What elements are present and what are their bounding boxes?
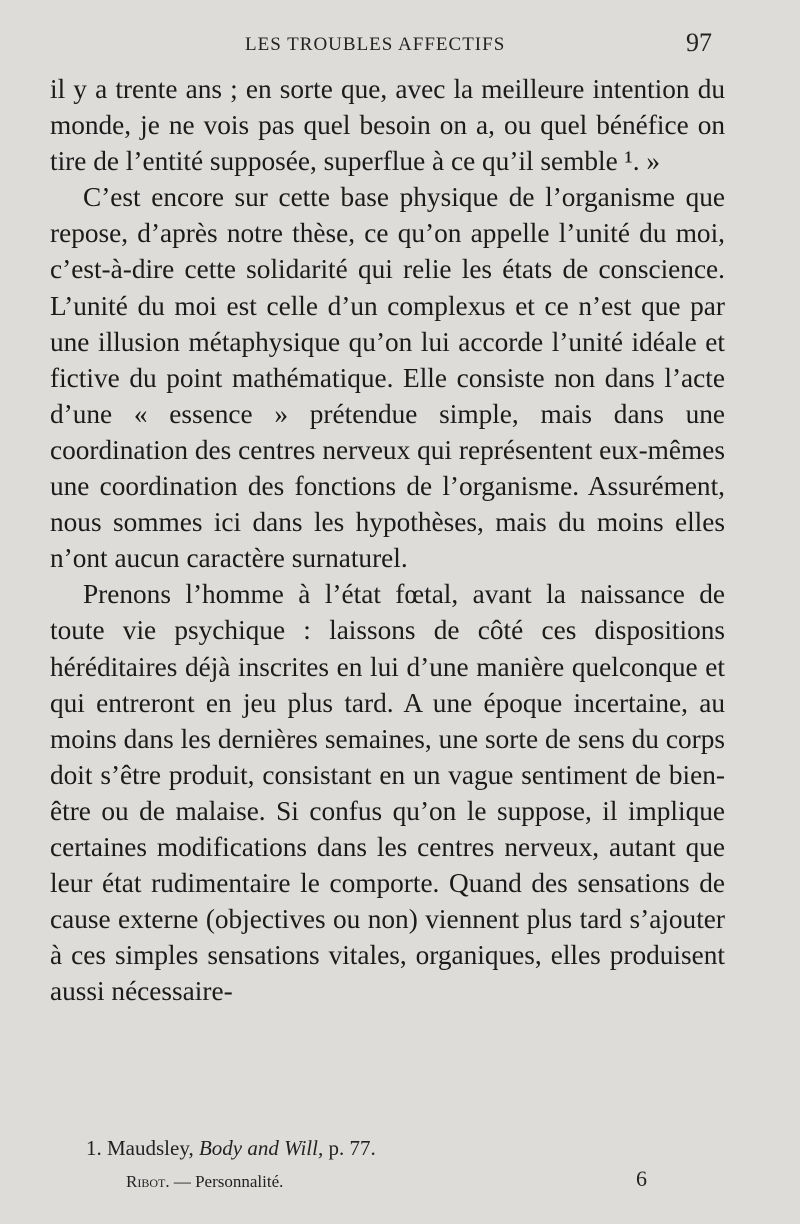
signature-separator: — bbox=[169, 1172, 196, 1191]
footnote-author: Maudsley, bbox=[107, 1136, 199, 1160]
paragraph-3: Prenons l’homme à l’état fœtal, avant la naissance de toute vie psychique : laissons de côté ces dispositions héréditaires déjà inscrites en lui d’une manière quelconque et qui entreront en jeu plus tard. A une époque incertaine, au moins dans les dernières semaines, une sorte de sens du corps doit s’être produit, consistant en un vague sentiment de bien-être ou de malaise. Si confus qu’on le suppose, il implique certaines modifications dans les centres nerveux, autant que leur état rudimentaire le comporte. Quand des sensations de cause externe (objectives ou non) viennent plus tard s’ajouter à ces simples sensations vitales, organiques, elles produisent aussi nécessaire- bbox=[50, 579, 725, 1007]
signature-author: Ribot. bbox=[126, 1172, 170, 1191]
footnote-title: Body and Will, bbox=[198, 1136, 324, 1160]
signature-sheet-number: 6 bbox=[636, 1166, 647, 1191]
printer-signature bbox=[126, 1172, 283, 1192]
footnote-page-ref: p. 77. bbox=[323, 1136, 376, 1160]
signature-book: Personnalité. bbox=[195, 1172, 284, 1191]
body-text bbox=[50, 71, 725, 1009]
footnote bbox=[86, 1136, 376, 1161]
paragraph-2: C’est encore sur cette base physique de l’organisme que repose, d’après notre thèse, ce qu’on appelle l’unité du moi, c’est-à-dire cette solidarité qui relie les états de conscience. L’unité du moi est celle d’un complexus et ce n’est que par une illusion métaphysique qu’on lui accorde l’unité idéale et fictive du point mathématique. Elle consiste non dans l’acte d’une « essence » prétendue simple, mais dans une coordination des centres nerveux qui représentent eux-mêmes une coordination des fonctions de l’organisme. Assurément, nous sommes ici dans les hypothèses, mais du moins elles n’ont aucun caractère surnaturel. bbox=[50, 182, 725, 574]
page-number: 97 bbox=[686, 28, 712, 57]
footnote-marker: 1. bbox=[86, 1136, 107, 1160]
running-title: LES TROUBLES AFFECTIFS bbox=[245, 34, 506, 55]
paragraph-1: il y a trente ans ; en sorte que, avec la meilleure intention du monde, je ne vois pas quel besoin on a, ou quel bénéfice on tire de l’entité supposée, superflue à ce qu’il semble ¹. » bbox=[50, 74, 725, 177]
